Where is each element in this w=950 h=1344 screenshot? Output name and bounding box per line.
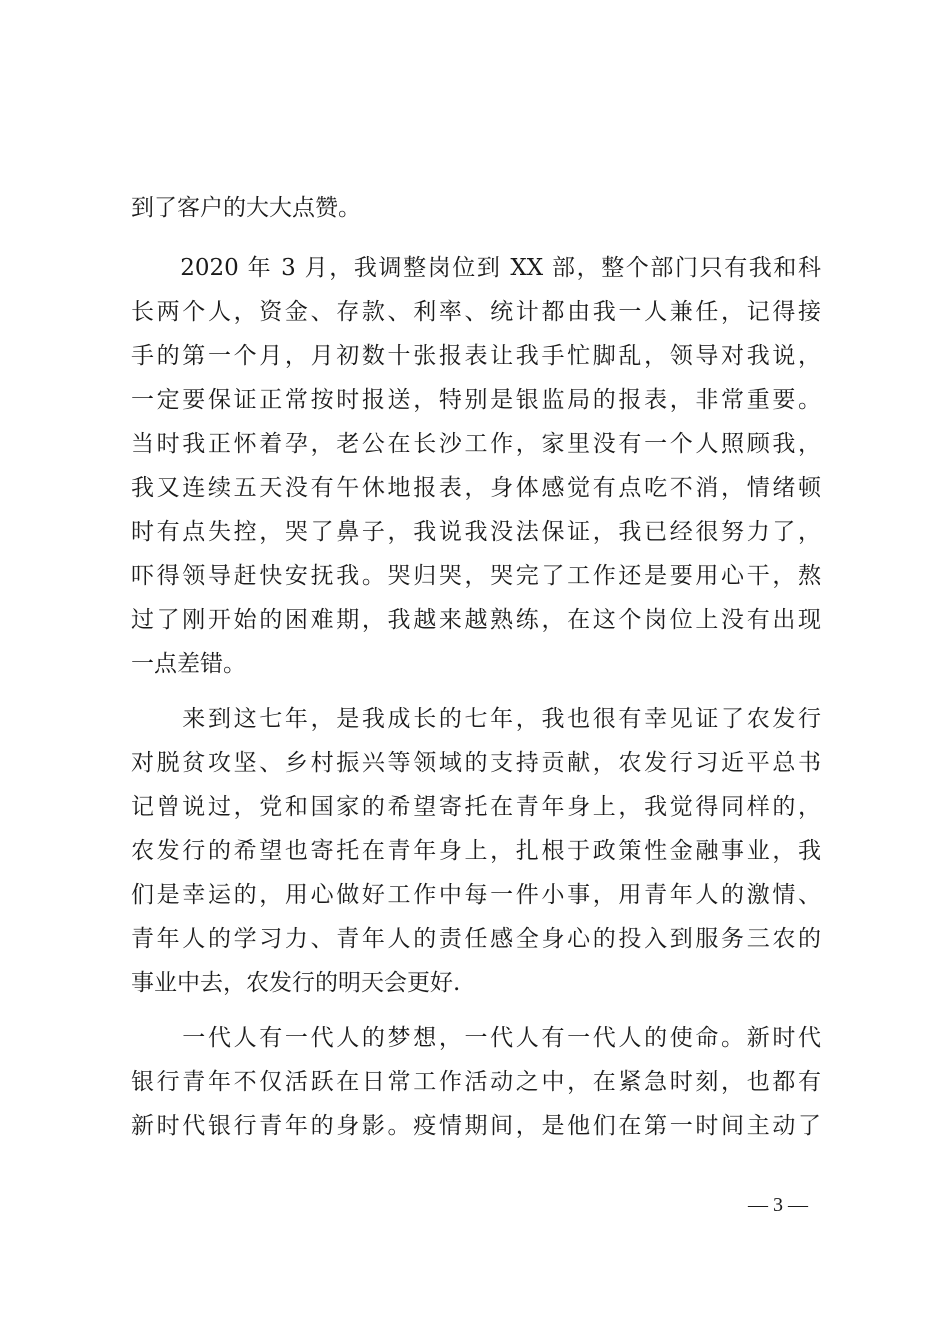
text-line: 事业中去，农发行的明天会更好. <box>131 970 461 996</box>
text-line: 2020 年 3 月，我调整岗位到 XX 部，整个部门只有我和科 <box>131 255 821 281</box>
text-line: 手的第一个月，月初数十张报表让我手忙脚乱，领导对我说， <box>131 343 821 369</box>
text-line: 们是幸运的，用心做好工作中每一件小事，用青年人的激情、 <box>131 882 821 908</box>
text-line: 一点差错。 <box>131 651 246 677</box>
text-line: 农发行的希望也寄托在青年身上，扎根于政策性金融事业，我 <box>131 838 821 864</box>
text-line: 一代人有一代人的梦想，一代人有一代人的使命。新时代 <box>131 1025 821 1051</box>
text-line: 一定要保证正常按时报送，特别是银监局的报表，非常重要。 <box>131 387 821 413</box>
text-line: 青年人的学习力、青年人的责任感全身心的投入到服务三农的 <box>131 926 821 952</box>
text-line: 吓得领导赶快安抚我。哭归哭，哭完了工作还是要用心干，熬 <box>131 563 821 589</box>
text-line: 长两个人，资金、存款、利率、统计都由我一人兼任，记得接 <box>131 299 821 325</box>
text-line: 我又连续五天没有午休地报表，身体感觉有点吃不消，情绪顿 <box>131 475 821 501</box>
text-line: 对脱贫攻坚、乡村振兴等领域的支持贡献，农发行习近平总书 <box>131 750 821 776</box>
text-line: 新时代银行青年的身影。疫情期间，是他们在第一时间主动了 <box>131 1113 821 1139</box>
text-line: 到了客户的大大点赞。 <box>131 195 361 221</box>
text-line: 来到这七年，是我成长的七年，我也很有幸见证了农发行 <box>131 706 821 732</box>
text-line: 记曾说过，党和国家的希望寄托在青年身上，我觉得同样的， <box>131 794 821 820</box>
text-line: 过了刚开始的困难期，我越来越熟练，在这个岗位上没有出现 <box>131 607 821 633</box>
text-line: 银行青年不仅活跃在日常工作活动之中，在紧急时刻，也都有 <box>131 1069 821 1095</box>
page-number: — 3 — <box>748 1194 808 1216</box>
text-line: 当时我正怀着孕，老公在长沙工作，家里没有一个人照顾我， <box>131 431 821 457</box>
text-line: 时有点失控，哭了鼻子，我说我没法保证，我已经很努力了， <box>131 519 821 545</box>
